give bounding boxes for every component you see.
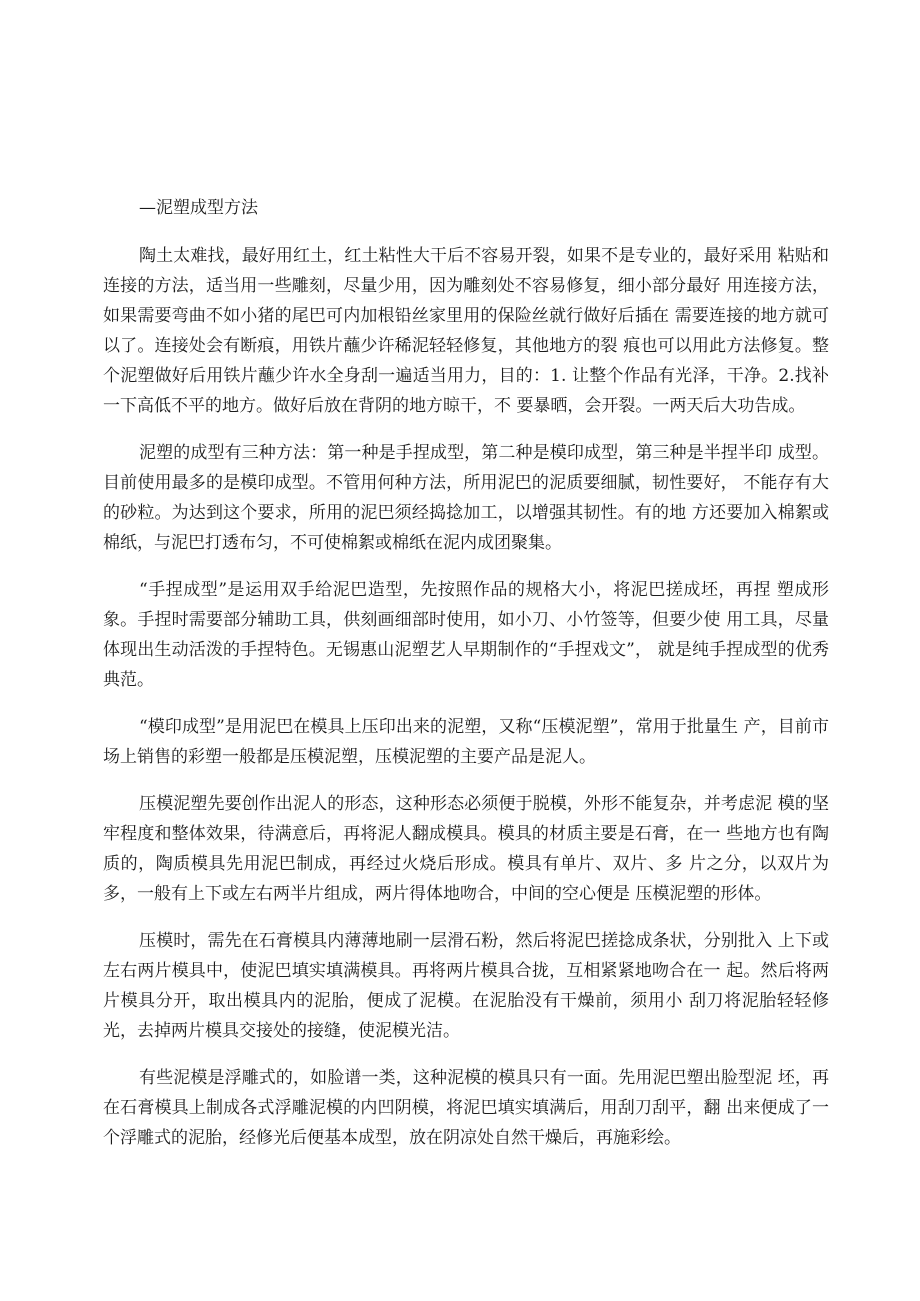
paragraph-mold-shaping: “模印成型”是用泥巴在模具上压印出来的泥塑，又称“压模泥塑”，常用于批量生 产，目前市场上销售的彩塑一般都是压模泥塑，压模泥塑的主要产品是泥人。: [103, 717, 829, 767]
section-heading: —泥塑成型方法: [139, 198, 258, 218]
document-body: [103, 193, 829, 1170]
paragraph-press-mold-creation: 压模泥塑先要创作出泥人的形态，这种形态必须便于脱模，外形不能复杂，并考虑泥 模的坚牢程度和整体效果，待满意后，再将泥人翻成模具。模具的材质主要是石膏，在一 些地方也有陶质的，陶质模具先用泥巴制成，再经过火烧后形成。模具有单片、双片、多 片之分，以双片为多，一般有上下或左右两半片组成，两片得体地吻合，中间的空心便是 压模泥塑的形体。: [103, 794, 829, 904]
paragraph-relief-mold: 有些泥模是浮雕式的，如脸谱一类，这种泥模的模具只有一面。先用泥巴塑出脸型泥 坯，再在石膏模具上制成各式浮雕泥模的内凹阴模，将泥巴填实填满后，用刮刀刮平，翻 出来便成了一个浮雕式的泥胎，经修光后便基本成型，放在阴凉处自然干燥后，再施彩绘。: [103, 1068, 829, 1148]
paragraph-three-methods: 泥塑的成型有三种方法：第一种是手捏成型，第二种是模印成型，第三种是半捏半印 成型。目前使用最多的是模印成型。不管用何种方法，所用泥巴的泥质要细腻，韧性要好， 不能存有大的砂粒。为达到这个要求，所用的泥巴须经捣捻加工，以增强其韧性。有的地 方还要加入棉絮或棉纸，与泥巴打透布匀，不可使棉絮或棉纸在泥内成团聚集。: [103, 443, 829, 553]
paragraph-clay-repair: 陶土太难找，最好用红土，红土粘性大干后不容易开裂，如果不是专业的，最好采用 粘贴和连接的方法，适当用一些雕刻，尽量少用，因为雕刻处不容易修复，细小部分最好 用连接方法，如果需要弯曲不如小猪的尾巴可内加根铅丝家里用的保险丝就行做好后插在 需要连接的地方就可以了。连接处会有断痕，用铁片蘸少许稀泥轻轻修复，其他地方的裂 痕也可以用此方法修复。整个泥塑做好后用铁片蘸少许水全身刮一遍适当用力，目的：1. 让整个作品有光泽，干净。2.找补一下高低不平的地方。做好后放在背阴的地方晾干，不 要暴晒，会开裂。一两天后大功告成。: [103, 246, 829, 416]
paragraph-hand-shaping: “手捏成型”是运用双手给泥巴造型，先按照作品的规格大小，将泥巴搓成坯，再捏 塑成形象。手捏时需要部分辅助工具，供刻画细部时使用，如小刀、小竹签等，但要少使 用工具，尽量体现出生动活泼的手捏特色。无锡惠山泥塑艺人早期制作的“手捏戏文”， 就是纯手捏成型的优秀典范。: [103, 580, 829, 690]
paragraph-press-mold-process: 压模时，需先在石膏模具内薄薄地刷一层滑石粉，然后将泥巴搓捻成条状，分别批入 上下或左右两片模具中，使泥巴填实填满模具。再将两片模具合拢，互相紧紧地吻合在一 起。然后将两片模具分开，取出模具内的泥胎，便成了泥模。在泥胎没有干燥前，须用小 刮刀将泥胎轻轻修光，去掉两片模具交接处的接缝，使泥模光洁。: [103, 931, 829, 1041]
